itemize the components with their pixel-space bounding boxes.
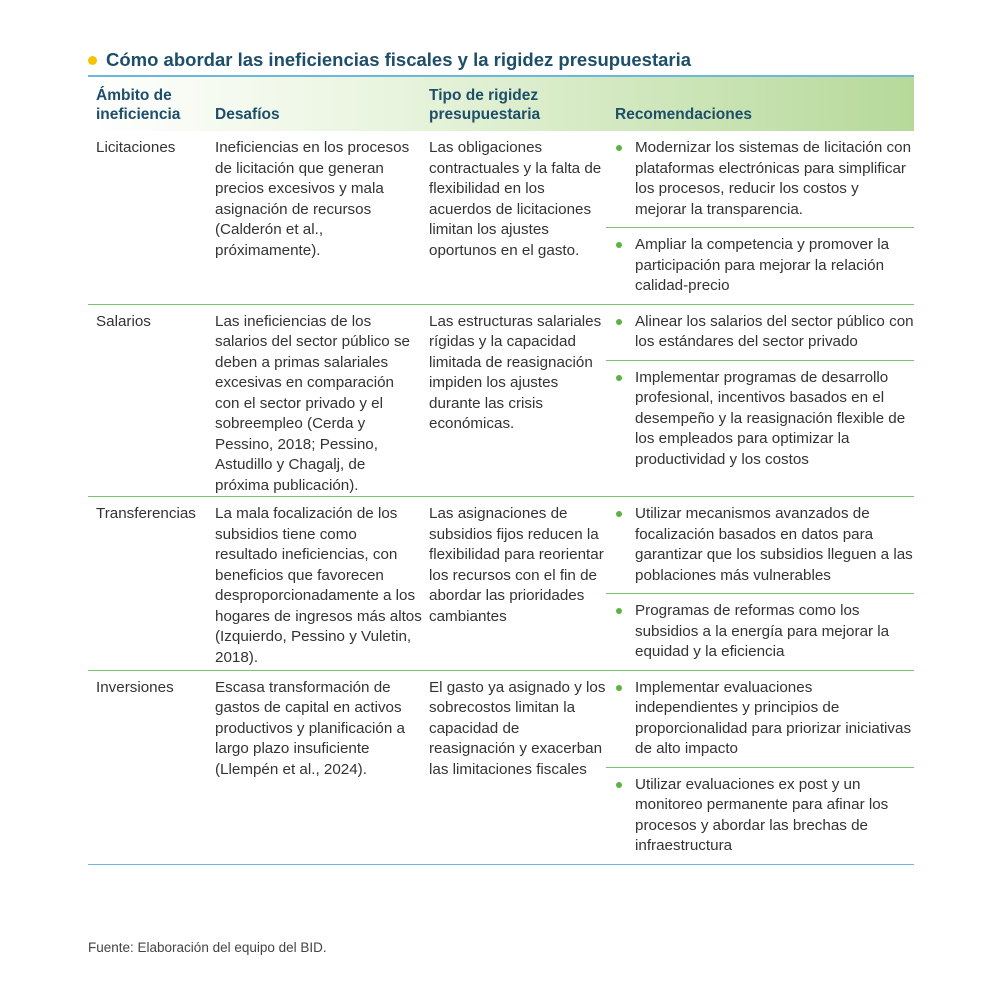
row-challenge: Ineficiencias en los procesos de licitación que generan precios excesivos y mala asignación de recursos (Calderón et al., próximamente). bbox=[215, 139, 410, 259]
row-area: Licitaciones bbox=[96, 139, 176, 156]
bullet-icon bbox=[616, 319, 622, 325]
row-challenge: Escasa transformación de gastos de capital en activos productivos y planificación a largo plazo insuficiente (Llempén et al., 2024). bbox=[215, 678, 405, 778]
recommendation-text: Implementar evaluaciones independientes y principios de proporcionalidad para priorizar iniciativas de alto impacto bbox=[635, 678, 912, 757]
recommendation-item bbox=[606, 767, 914, 864]
bullet-icon bbox=[616, 782, 622, 788]
row-rigidity: Las estructuras salariales rígidas y la capacidad limitada de reasignación impiden los ajustes durante las crisis económicas. bbox=[429, 312, 602, 432]
recommendation-text: Utilizar mecanismos avanzados de focalización basados en datos para garantizar que los subsidios lleguen a las poblaciones más vulnerables bbox=[635, 505, 913, 584]
recommendation-text: Ampliar la competencia y promover la participación para mejorar la relación calidad-precio bbox=[635, 236, 890, 294]
row-recommendations bbox=[606, 497, 914, 670]
table-row bbox=[88, 305, 914, 498]
bullet-icon bbox=[616, 511, 622, 517]
bullet-icon bbox=[616, 608, 622, 614]
figure-title: Cómo abordar las ineficiencias fiscales y la rigidez presupuestaria bbox=[106, 49, 692, 70]
bullet-icon bbox=[616, 685, 622, 691]
bullet-icon bbox=[616, 375, 622, 381]
bullet-dot-icon bbox=[88, 56, 97, 65]
title-row bbox=[88, 44, 914, 76]
row-recommendations bbox=[606, 131, 914, 304]
header-challenges: Desafíos bbox=[215, 106, 280, 123]
row-area: Salarios bbox=[96, 312, 151, 330]
recommendation-text: Programas de reformas como los subsidios a la energía para mejorar la equidad y la eficiencia bbox=[635, 602, 890, 660]
row-rigidity: Las obligaciones contractuales y la falta de flexibilidad en los acuerdos de licitaciones limitan los ajustes oportunos en el gasto. bbox=[429, 139, 602, 259]
table-header bbox=[88, 77, 914, 131]
recommendation-item bbox=[606, 360, 914, 478]
table-row bbox=[88, 497, 914, 671]
bullet-icon bbox=[616, 242, 622, 248]
recommendation-item bbox=[606, 671, 914, 767]
recommendation-item bbox=[606, 593, 914, 670]
source-note: Fuente: Elaboración del equipo del BID. bbox=[88, 940, 327, 955]
table-row bbox=[88, 671, 914, 864]
bottom-divider bbox=[88, 864, 914, 865]
row-recommendations bbox=[606, 305, 914, 497]
row-rigidity: Las asignaciones de subsidios fijos reducen la flexibilidad para reorientar los recursos con el fin de abordar las prioridades cambiantes bbox=[429, 505, 604, 625]
recommendation-item bbox=[606, 227, 914, 304]
recommendation-item bbox=[606, 131, 914, 227]
table-row bbox=[88, 131, 914, 305]
recommendation-text: Alinear los salarios del sector público con los estándares del sector privado bbox=[635, 312, 914, 350]
row-challenge: La mala focalización de los subsidios tiene como resultado ineficiencias, con beneficios que favorecen desproporcionadamente a los hogares de ingresos más altos (Izquierdo, Pessino y Vuletin, 2018). bbox=[215, 505, 422, 666]
header-recommendations: Recomendaciones bbox=[615, 106, 752, 123]
header-area: Ámbito de ineficiencia bbox=[96, 87, 181, 123]
recommendation-text: Implementar programas de desarrollo profesional, incentivos basados en el desempeño y la reasignación flexible de los empleados para optimizar la productividad y los costos bbox=[635, 368, 906, 468]
header-rigidity: Tipo de rigidez presupuestaria bbox=[429, 87, 541, 123]
recommendation-text: Modernizar los sistemas de licitación con plataformas electrónicas para simplificar los procesos, reducir los costos y mejorar la transparencia. bbox=[635, 139, 912, 218]
row-challenge: Las ineficiencias de los salarios del sector público se deben a primas salariales excesivas en comparación con el sector privado y el sobreempleo (Cerda y Pessino, 2018; Pessino, Astudillo y Chagalj, de próxima publicación). bbox=[215, 312, 411, 494]
row-recommendations bbox=[606, 671, 914, 864]
recommendation-item bbox=[606, 497, 914, 593]
row-area: Transferencias bbox=[96, 505, 196, 522]
recommendation-item bbox=[606, 305, 914, 360]
table-figure bbox=[88, 44, 914, 865]
recommendation-text: Utilizar evaluaciones ex post y un monitoreo permanente para afinar los procesos y abordar las brechas de infraestructura bbox=[635, 775, 889, 854]
row-area: Inversiones bbox=[96, 678, 174, 696]
row-rigidity: El gasto ya asignado y los sobrecostos limitan la capacidad de reasignación y exacerban las limitaciones fiscales bbox=[429, 678, 606, 778]
bullet-icon bbox=[616, 145, 622, 151]
